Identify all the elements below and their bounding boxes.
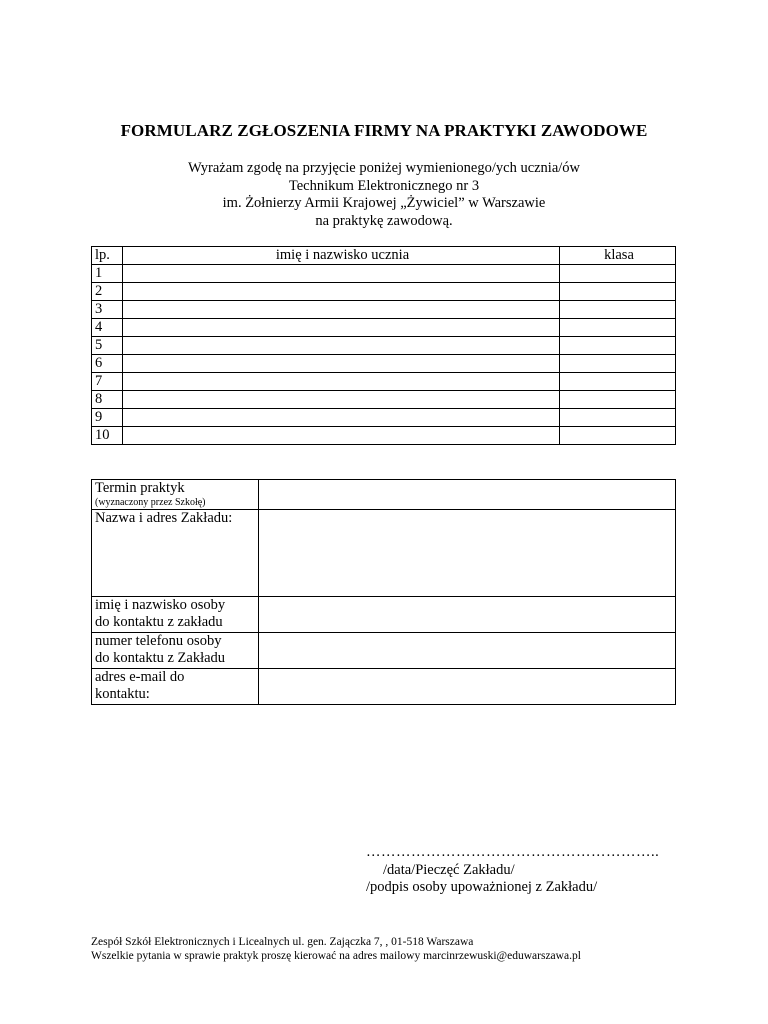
kontakt-label-line: imię i nazwisko osoby <box>95 597 226 613</box>
telefon-row <box>92 633 676 669</box>
kontakt-label-cell <box>92 597 259 633</box>
column-header-name: imię i nazwisko ucznia <box>123 247 560 265</box>
company-info-table <box>91 479 676 705</box>
row-number: 3 <box>92 301 123 319</box>
termin-label: Termin praktyk <box>95 480 185 496</box>
termin-note: (wyznaczony przez Szkołę) <box>95 497 206 508</box>
intro-line: Wyrażam zgodę na przyjęcie poniżej wymienionego/ych ucznia/ów <box>187 160 581 176</box>
student-class-cell[interactable] <box>560 391 676 409</box>
intro-line: Technikum Elektronicznego nr 3 <box>288 177 480 194</box>
email-label-cell <box>92 669 259 705</box>
student-name-cell[interactable] <box>123 283 560 301</box>
student-name-cell[interactable] <box>123 373 560 391</box>
intro-line: im. Żołnierzy Armii Krajowej „Żywiciel” w Warszawie <box>222 195 546 211</box>
signature-block <box>366 844 659 897</box>
table-row <box>92 409 676 427</box>
telefon-label-line: do kontaktu z Zakładu <box>95 650 226 666</box>
nazwa-label: Nazwa i adres Zakładu: <box>92 510 259 597</box>
termin-value-cell[interactable] <box>259 480 676 510</box>
page-title: FORMULARZ ZGŁOSZENIA FIRMY NA PRAKTYKI ZAWODOWE <box>120 121 648 140</box>
telefon-label-line: numer telefonu osoby <box>95 633 222 649</box>
students-table <box>91 246 676 445</box>
termin-label-cell <box>92 480 259 510</box>
table-row <box>92 337 676 355</box>
email-label-line: kontaktu: <box>95 686 150 702</box>
email-label-line: adres e-mail do <box>95 669 185 685</box>
student-class-cell[interactable] <box>560 373 676 391</box>
table-header-row <box>92 247 676 265</box>
student-class-cell[interactable] <box>560 319 676 337</box>
signature-line-date-stamp: /data/Pieczęć Zakładu/ <box>383 861 515 878</box>
telefon-value-cell[interactable] <box>259 633 676 669</box>
row-number: 9 <box>92 409 123 427</box>
table-row <box>92 283 676 301</box>
nazwa-value-cell[interactable] <box>259 510 676 597</box>
row-number: 10 <box>92 427 123 445</box>
row-number: 2 <box>92 283 123 301</box>
kontakt-label-line: do kontaktu z zakładu <box>95 614 223 630</box>
student-name-cell[interactable] <box>123 427 560 445</box>
column-header-klasa: klasa <box>560 247 676 265</box>
column-header-lp: lp. <box>92 247 123 265</box>
table-row <box>92 319 676 337</box>
signature-dots: ………………………………………………….. <box>366 844 660 860</box>
student-name-cell[interactable] <box>123 355 560 373</box>
row-number: 4 <box>92 319 123 337</box>
student-class-cell[interactable] <box>560 283 676 301</box>
footer <box>91 935 581 963</box>
student-class-cell[interactable] <box>560 301 676 319</box>
student-class-cell[interactable] <box>560 355 676 373</box>
table-row <box>92 373 676 391</box>
student-name-cell[interactable] <box>123 337 560 355</box>
student-name-cell[interactable] <box>123 301 560 319</box>
email-row <box>92 669 676 705</box>
table-row <box>92 427 676 445</box>
student-class-cell[interactable] <box>560 265 676 283</box>
table-row <box>92 301 676 319</box>
row-number: 5 <box>92 337 123 355</box>
footer-contact: Wszelkie pytania w sprawie praktyk proszę kierować na adres mailowy marcinrzewuski@eduwarszawa.pl <box>91 950 581 962</box>
student-name-cell[interactable] <box>123 409 560 427</box>
intro-text <box>0 160 768 230</box>
kontakt-value-cell[interactable] <box>259 597 676 633</box>
student-name-cell[interactable] <box>123 319 560 337</box>
telefon-label-cell <box>92 633 259 669</box>
kontakt-row <box>92 597 676 633</box>
student-class-cell[interactable] <box>560 427 676 445</box>
row-number: 7 <box>92 373 123 391</box>
intro-line: na praktykę zawodową. <box>315 212 453 229</box>
footer-address: Zespół Szkół Elektronicznych i Licealnych ul. gen. Zajączka 7, , 01-518 Warszawa <box>91 936 474 948</box>
student-name-cell[interactable] <box>123 265 560 283</box>
termin-row <box>92 480 676 510</box>
email-value-cell[interactable] <box>259 669 676 705</box>
nazwa-row <box>92 510 676 597</box>
student-class-cell[interactable] <box>560 409 676 427</box>
row-number: 6 <box>92 355 123 373</box>
row-number: 1 <box>92 265 123 283</box>
student-name-cell[interactable] <box>123 391 560 409</box>
table-row <box>92 355 676 373</box>
table-row <box>92 391 676 409</box>
student-class-cell[interactable] <box>560 337 676 355</box>
table-row <box>92 265 676 283</box>
row-number: 8 <box>92 391 123 409</box>
signature-line-signature: /podpis osoby upoważnionej z Zakładu/ <box>366 879 598 895</box>
